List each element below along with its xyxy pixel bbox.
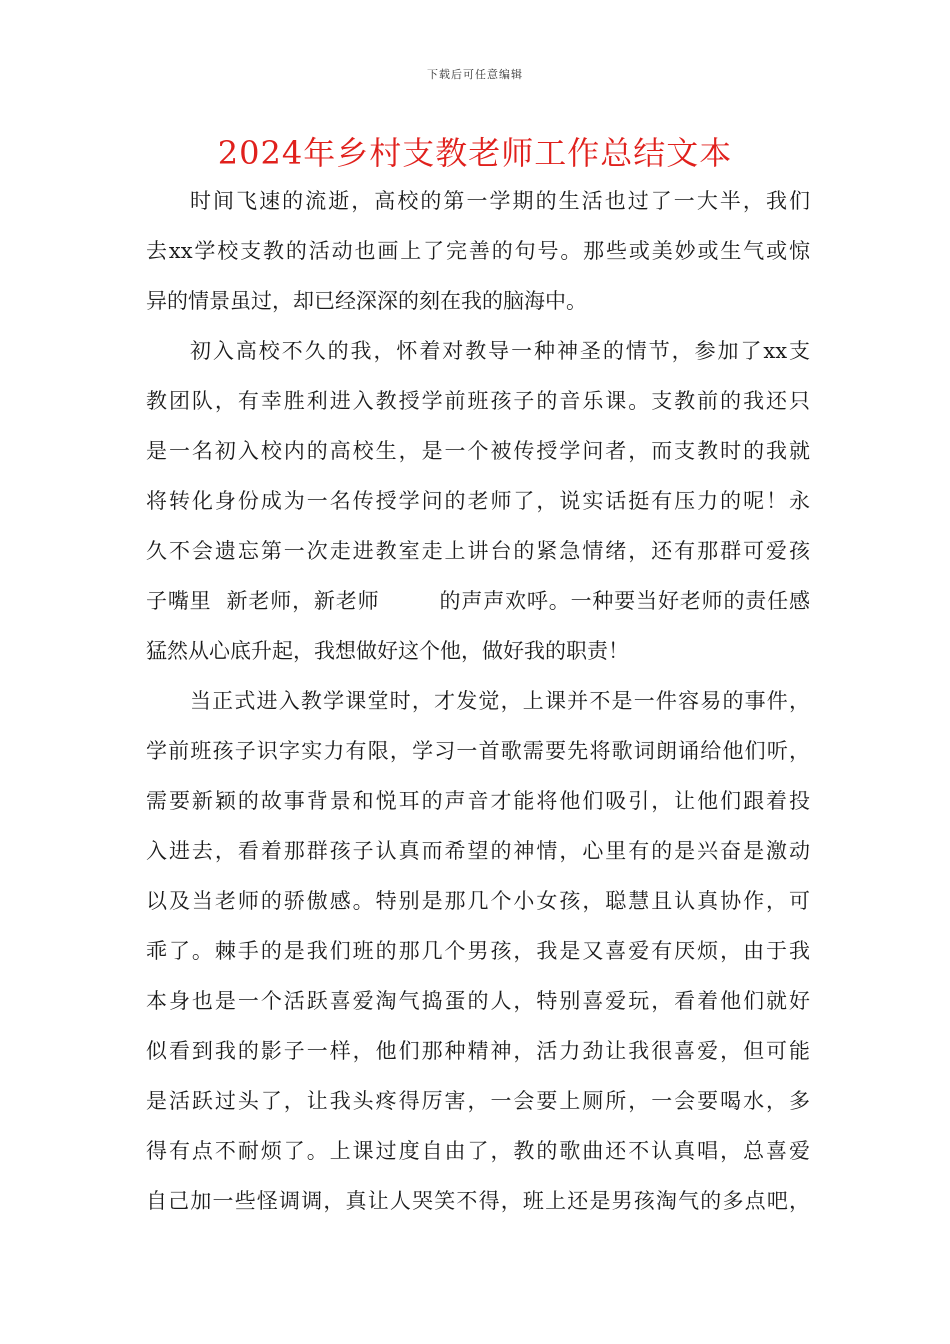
text-line: 以及当老师的骄傲感。特别是那几个小女孩，聪慧且认真协作，可 — [146, 889, 810, 913]
text-line: 教团队，有幸胜利进入教授学前班孩子的音乐课。支教前的我还只 — [146, 389, 810, 413]
text-line: 得有点不耐烦了。上课过度自由了，教的歌曲还不认真唱，总喜爱 — [146, 1139, 810, 1163]
text-line: 似看到我的影子一样，他们那种精神，活力劲让我很喜爱，但可能 — [146, 1039, 810, 1063]
text-line: 子嘴里 新老师，新老师 的声声欢呼。一种要当好老师的责任感 — [146, 589, 810, 613]
text-line: 去xx学校支教的活动也画上了完善的句号。那些或美妙或生气或惊 — [146, 239, 810, 263]
text-line: 是活跃过头了，让我头疼得厉害，一会要上厕所，一会要喝水，多 — [146, 1089, 810, 1113]
text-line: 入进去，看着那群孩子认真而希望的神情，心里有的是兴奋是激动 — [146, 839, 810, 863]
text-line: 需要新颖的故事背景和悦耳的声音才能将他们吸引，让他们跟着投 — [146, 789, 810, 813]
text-line: 乖了。棘手的是我们班的那几个男孩，我是又喜爱有厌烦，由于我 — [146, 939, 810, 963]
text-line: 是一名初入校内的高校生，是一个被传授学问者，而支教时的我就 — [146, 439, 810, 463]
text-line: 猛然从心底升起，我想做好这个他，做好我的职责！ — [146, 639, 629, 663]
text-line: 当正式进入教学课堂时，才发觉，上课并不是一件容易的事件， — [190, 689, 810, 713]
text-line: 将转化身份成为一名传授学问的老师了，说实话挺有压力的呢！永 — [146, 489, 810, 513]
text-line: 时间飞速的流逝，高校的第一学期的生活也过了一大半，我们 — [190, 189, 810, 213]
text-line: 学前班孩子识字实力有限，学习一首歌需要先将歌词朗诵给他们听， — [146, 739, 810, 763]
text-line: 自己加一些怪调调，真让人哭笑不得，班上还是男孩淘气的多点吧， — [146, 1189, 810, 1213]
text-line: 久不会遗忘第一次走进教室走上讲台的紧急情绪，还有那群可爱孩 — [146, 539, 810, 563]
text-line: 本身也是一个活跃喜爱淘气捣蛋的人，特别喜爱玩，看着他们就好 — [146, 989, 810, 1013]
header-note: 下载后可任意编辑 — [427, 68, 523, 81]
text-line: 初入高校不久的我，怀着对教导一种神圣的情节，参加了xx支 — [190, 339, 810, 363]
text-line: 异的情景虽过，却已经深深的刻在我的脑海中。 — [146, 289, 587, 313]
document-body — [146, 176, 810, 1226]
document-title: 2024年乡村支教老师工作总结文本 — [217, 134, 733, 172]
